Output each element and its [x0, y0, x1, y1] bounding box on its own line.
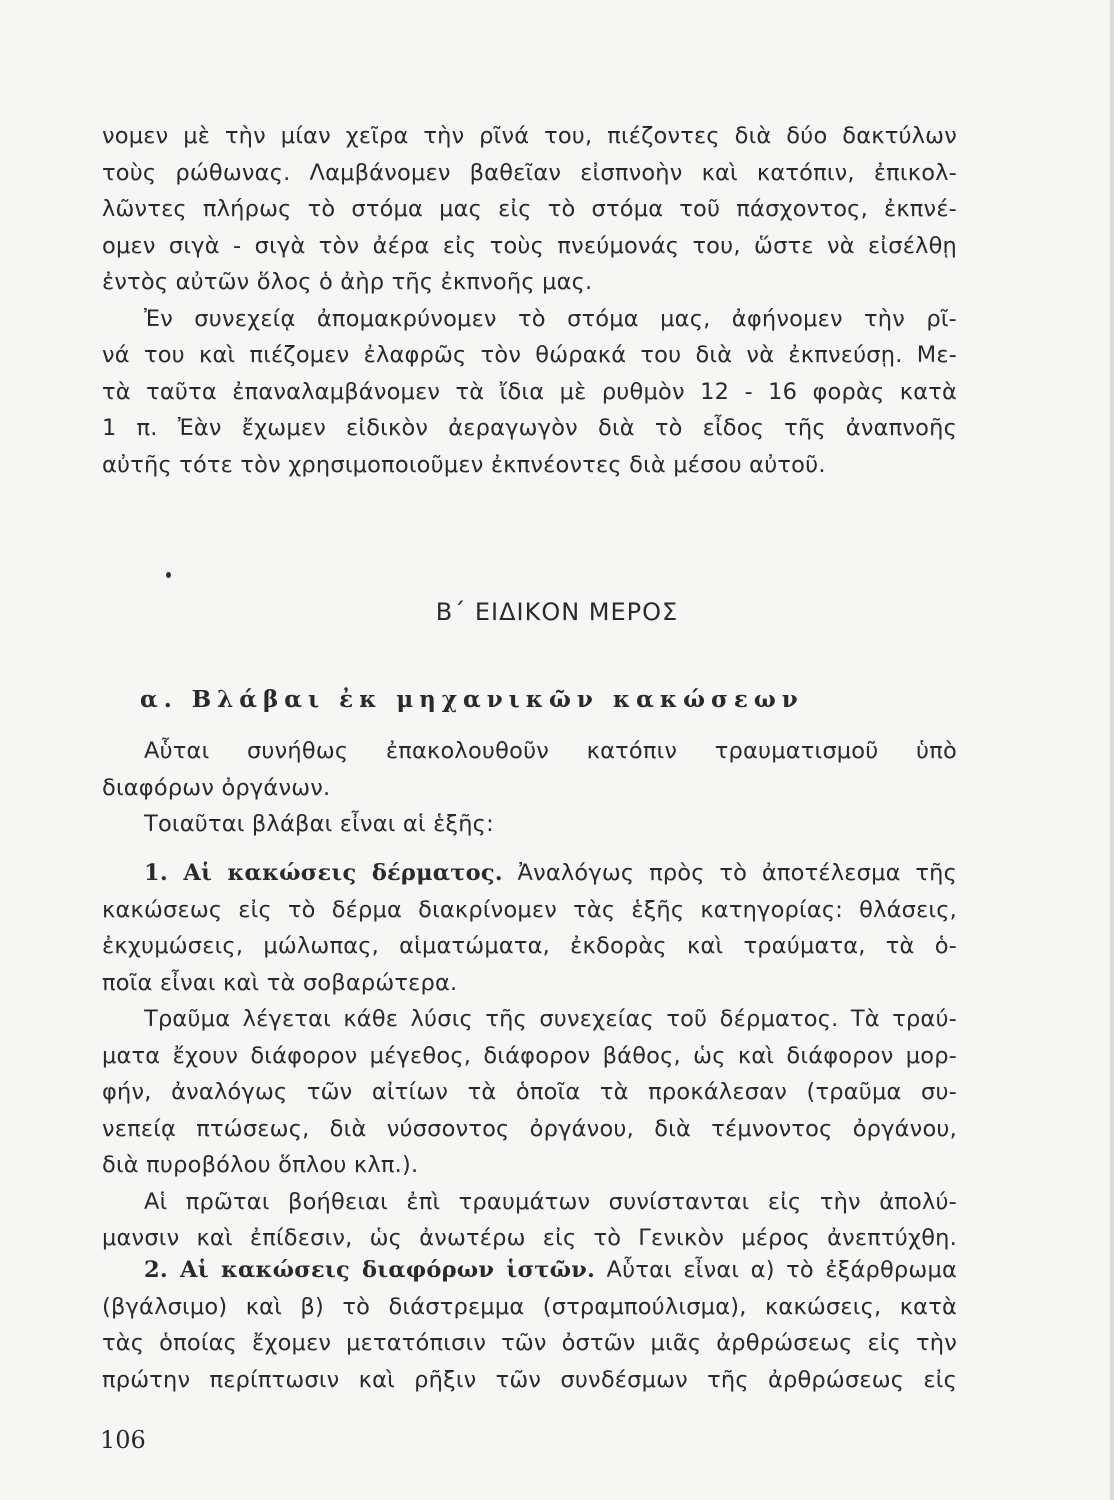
page-edge [1110, 0, 1114, 1500]
text-line: Αἱ πρῶται βοήθειαι ἐπὶ τραυμάτων συνίστανται εἰς τὴν ἀπολύ- [144, 1188, 957, 1215]
text-line: τοὺς ρώθωνας. Λαμβάνομεν βαθεῖαν εἰσπνοὴν καὶ κατόπιν, ἐπικολ- [102, 159, 957, 186]
section-1-first-line [102, 855, 957, 892]
text-line: Τραῦμα λέγεται κάθε λύσις τῆς συνεχείας τοῦ δέρματος. Τὰ τραύ- [144, 1006, 957, 1032]
section-1 [102, 855, 957, 1257]
paragraph-block-1 [102, 118, 957, 483]
page-number: 106 [100, 1426, 146, 1454]
text-line: φήν, ἀναλόγως τῶν αἰτίων τὰ ὁποῖα τὰ προκάλεσαν (τραῦμα συ- [102, 1079, 957, 1105]
section-2 [102, 1252, 957, 1398]
text-line: ποῖα εἶναι καὶ τὰ σοβαρώτερα. [102, 969, 458, 996]
text-line: πρώτην περίπτωσιν καὶ ρῆξιν τῶν συνδέσμων τῆς ἀρθρώσεως εἰς [102, 1366, 957, 1393]
section-heading: Β΄ ΕΙΔΙΚΟΝ ΜΕΡΟΣ [435, 598, 679, 626]
paragraph-block-2 [102, 733, 957, 843]
text-line: λῶντες πλήρως τὸ στόμα μας εἰς τὸ στόμα τοῦ πάσχοντος, ἐκπνέ- [102, 196, 957, 222]
text-line: ομεν σιγὰ - σιγὰ τὸν ἀέρα εἰς τοὺς πνεύμονάς του, ὥστε νὰ εἰσέλθῃ [102, 232, 957, 259]
text-line: ἐντὸς αὐτῶν ὅλος ὁ ἀὴρ τῆς ἐκπνοῆς μας. [102, 269, 593, 295]
section-1-title: 1. Αἱ κακώσεις δέρματος. [144, 860, 503, 886]
section-1-first-line-text: Ἀναλόγως πρὸς τὸ ἀποτέλεσμα τῆς [517, 860, 957, 886]
text-line: Τοιαῦται βλάβαι εἶναι αἱ ἑξῆς: [144, 811, 494, 837]
text-line: νά του καὶ πιέζομεν ἐλαφρῶς τὸν θώρακά του διὰ νὰ ἐκπνεύσῃ. Με- [102, 342, 957, 368]
text-line: ἐκχυμώσεις, μώλωπας, αἱματώματα, ἐκδορὰς καὶ τραύματα, τὰ ὁ- [102, 933, 957, 959]
section-2-first-line-text: Αὗται εἶναι α) τὸ ἐξάρθρωμα [606, 1257, 958, 1283]
text-line: (βγάλσιμο) καὶ β) τὸ διάστρεμμα (στραμπούλισμα), κακώσεις, κατὰ [102, 1293, 957, 1320]
stray-mark [166, 572, 171, 578]
text-line: μανσιν καὶ ἐπίδεσιν, ὡς ἀνωτέρω εἰς τὸ Γενικὸν μέρος ἀνεπτύχθη. [102, 1225, 957, 1251]
text-line: Αὗται συνήθως ἐπακολουθοῦν κατόπιν τραυματισμοῦ ὑπὸ [144, 738, 957, 764]
text-line: κακώσεως εἰς τὸ δέρμα διακρίνομεν τὰς ἑξῆς κατηγορίας: θλάσεις, [102, 896, 957, 923]
text-line: τὰς ὁποίας ἔχομεν μετατόπισιν τῶν ὀστῶν μιᾶς ἀρθρώσεως εἰς τὴν [102, 1330, 957, 1356]
text-line: διαφόρων ὀργάνων. [102, 774, 331, 801]
text-line: ματα ἔχουν διάφορον μέγεθος, διάφορον βάθος, ὡς καὶ διάφορον μορ- [102, 1042, 957, 1069]
text-line: νομεν μὲ τὴν μίαν χεῖρα τὴν ρῖνά του, πιέζοντες διὰ δύο δακτύλων [102, 123, 957, 149]
text-line: νεπείᾳ πτώσεως, διὰ νύσσοντος ὀργάνου, διὰ τέμνοντος ὀργάνου, [102, 1115, 957, 1142]
text-line: Ἐν συνεχείᾳ ἀπομακρύνομεν τὸ στόμα μας, ἀφήνομεν τὴν ρῖ- [144, 305, 957, 332]
section-2-title: 2. Αἱ κακώσεις διαφόρων ἱστῶν. [144, 1257, 596, 1283]
text-line: αὐτῆς τότε τὸν χρησιμοποιοῦμεν ἐκπνέοντες διὰ μέσου αὐτοῦ. [102, 451, 826, 478]
text-line: τὰ ταῦτα ἐπαναλαμβάνομεν τὰ ἴδια μὲ ρυθμὸν 12 - 16 φορὰς κατὰ [102, 378, 957, 405]
text-line: 1 π. Ἐὰν ἔχωμεν εἰδικὸν ἀεραγωγὸν διὰ τὸ εἶδος τῆς ἀναπνοῆς [102, 415, 957, 441]
section-2-first-line [102, 1252, 957, 1289]
subsection-heading: α. Βλάβαι ἐκ μηχανικῶν κακώσεων [140, 686, 804, 713]
text-line: διὰ πυροβόλου ὅπλου κλπ.). [102, 1152, 419, 1178]
